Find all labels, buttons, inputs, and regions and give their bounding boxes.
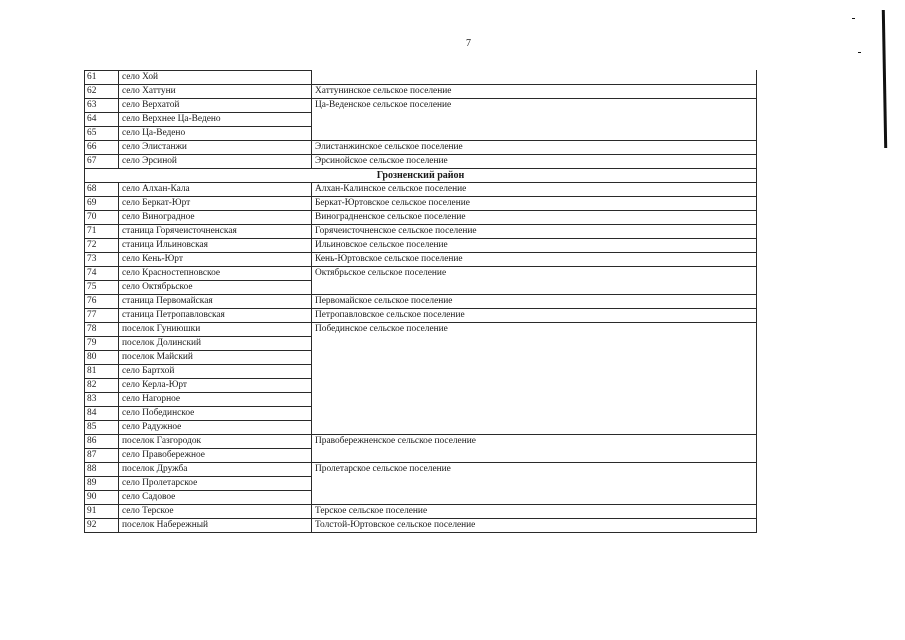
municipality-name: Пролетарское сельское поселение: [312, 463, 757, 477]
row-number: 79: [85, 337, 119, 351]
settlement-name: село Радужное: [119, 421, 312, 435]
row-number: 61: [85, 71, 119, 85]
settlement-name: село Ца-Ведено: [119, 127, 312, 141]
row-number: 63: [85, 99, 119, 113]
settlement-name: село Октябрьское: [119, 281, 312, 295]
row-number: 77: [85, 309, 119, 323]
table-row: [85, 183, 757, 197]
row-number: 64: [85, 113, 119, 127]
municipality-name: [312, 71, 757, 85]
municipality-name: Октябрьское сельское поселение: [312, 267, 757, 281]
page-number: 7: [466, 38, 471, 49]
settlement-name: село Эрсиной: [119, 155, 312, 169]
scan-edge-line: [882, 10, 887, 148]
row-number: 68: [85, 183, 119, 197]
table-row: [85, 477, 757, 491]
settlement-name: село Пролетарское: [119, 477, 312, 491]
table-row: [85, 407, 757, 421]
settlement-name: село Садовое: [119, 491, 312, 505]
municipality-name: [312, 449, 757, 463]
municipality-name: Эрсинойское сельское поселение: [312, 155, 757, 169]
district-header-row: [85, 169, 757, 183]
row-number: 62: [85, 85, 119, 99]
settlement-name: село Беркат-Юрт: [119, 197, 312, 211]
row-number: 76: [85, 295, 119, 309]
municipality-name: Виноградненское сельское поселение: [312, 211, 757, 225]
municipality-name: [312, 281, 757, 295]
row-number: 90: [85, 491, 119, 505]
row-number: 84: [85, 407, 119, 421]
municipality-name: [312, 351, 757, 365]
settlement-name: село Хой: [119, 71, 312, 85]
municipality-name: [312, 365, 757, 379]
row-number: 86: [85, 435, 119, 449]
settlement-name: село Керла-Юрт: [119, 379, 312, 393]
settlement-name: село Алхан-Кала: [119, 183, 312, 197]
table-row: [85, 239, 757, 253]
row-number: 67: [85, 155, 119, 169]
table-row: [85, 309, 757, 323]
settlement-name: село Терское: [119, 505, 312, 519]
municipality-name: Хаттунинское сельское поселение: [312, 85, 757, 99]
table-row: [85, 519, 757, 533]
settlement-name: село Бартхой: [119, 365, 312, 379]
row-number: 83: [85, 393, 119, 407]
municipality-name: [312, 407, 757, 421]
settlement-name: поселок Дружба: [119, 463, 312, 477]
table-row: [85, 505, 757, 519]
scan-speck: [852, 18, 855, 19]
municipality-name: Элистанжинское сельское поселение: [312, 141, 757, 155]
row-number: 69: [85, 197, 119, 211]
row-number: 82: [85, 379, 119, 393]
settlement-name: поселок Гуниюшки: [119, 323, 312, 337]
municipality-name: [312, 477, 757, 491]
table-row: [85, 435, 757, 449]
settlement-name: село Правобережное: [119, 449, 312, 463]
table-row: [85, 99, 757, 113]
municipality-name: [312, 113, 757, 127]
municipality-name: Толстой-Юртовское сельское поселение: [312, 519, 757, 533]
municipality-name: Горячеисточненское сельское поселение: [312, 225, 757, 239]
row-number: 87: [85, 449, 119, 463]
table-row: [85, 379, 757, 393]
municipality-name: [312, 421, 757, 435]
table-row: [85, 491, 757, 505]
municipality-name: Беркат-Юртовское сельское поселение: [312, 197, 757, 211]
table-row: [85, 197, 757, 211]
table-row: [85, 85, 757, 99]
settlement-name: поселок Долинский: [119, 337, 312, 351]
row-number: 85: [85, 421, 119, 435]
row-number: 71: [85, 225, 119, 239]
municipality-name: Алхан-Калинское сельское поселение: [312, 183, 757, 197]
settlement-name: поселок Газгородок: [119, 435, 312, 449]
settlement-name: станица Ильиновская: [119, 239, 312, 253]
row-number: 66: [85, 141, 119, 155]
row-number: 81: [85, 365, 119, 379]
row-number: 75: [85, 281, 119, 295]
row-number: 78: [85, 323, 119, 337]
row-number: 65: [85, 127, 119, 141]
settlement-name: станица Первомайская: [119, 295, 312, 309]
municipality-name: Ильиновское сельское поселение: [312, 239, 757, 253]
settlement-name: станица Петропавловская: [119, 309, 312, 323]
settlement-name: село Элистанжи: [119, 141, 312, 155]
table-row: [85, 211, 757, 225]
table-row: [85, 365, 757, 379]
settlement-name: село Виноградное: [119, 211, 312, 225]
municipality-name: [312, 337, 757, 351]
settlement-name: село Красностепновское: [119, 267, 312, 281]
settlement-name: село Верхатой: [119, 99, 312, 113]
row-number: 73: [85, 253, 119, 267]
table-row: [85, 225, 757, 239]
settlements-table-body: [85, 71, 757, 533]
settlement-name: село Хаттуни: [119, 85, 312, 99]
row-number: 91: [85, 505, 119, 519]
municipality-name: Побединское сельское поселение: [312, 323, 757, 337]
table-row: [85, 253, 757, 267]
row-number: 92: [85, 519, 119, 533]
table-row: [85, 71, 757, 85]
municipality-name: [312, 393, 757, 407]
table-row: [85, 155, 757, 169]
table-row: [85, 337, 757, 351]
row-number: 89: [85, 477, 119, 491]
table-row: [85, 351, 757, 365]
municipality-name: Петропавловское сельское поселение: [312, 309, 757, 323]
municipality-name: Ца-Веденское сельское поселение: [312, 99, 757, 113]
settlement-name: станица Горячеисточненская: [119, 225, 312, 239]
table-row: [85, 421, 757, 435]
row-number: 72: [85, 239, 119, 253]
row-number: 88: [85, 463, 119, 477]
scan-speck: [858, 52, 861, 53]
table-row: [85, 281, 757, 295]
district-name: Грозненский район: [85, 169, 757, 183]
table-row: [85, 463, 757, 477]
municipality-name: [312, 491, 757, 505]
settlement-name: село Кень-Юрт: [119, 253, 312, 267]
row-number: 70: [85, 211, 119, 225]
settlements-table: [84, 70, 757, 533]
table-row: [85, 127, 757, 141]
settlement-name: село Побединское: [119, 407, 312, 421]
municipality-name: [312, 127, 757, 141]
table-row: [85, 267, 757, 281]
table-row: [85, 393, 757, 407]
municipality-name: Правобережненское сельское поселение: [312, 435, 757, 449]
row-number: 74: [85, 267, 119, 281]
table-row: [85, 449, 757, 463]
settlement-name: село Верхнее Ца-Ведено: [119, 113, 312, 127]
table-row: [85, 113, 757, 127]
table-row: [85, 295, 757, 309]
table-row: [85, 323, 757, 337]
municipality-name: [312, 379, 757, 393]
settlement-name: поселок Набережный: [119, 519, 312, 533]
settlement-name: село Нагорное: [119, 393, 312, 407]
row-number: 80: [85, 351, 119, 365]
table-row: [85, 141, 757, 155]
municipality-name: Терское сельское поселение: [312, 505, 757, 519]
municipality-name: Первомайское сельское поселение: [312, 295, 757, 309]
municipality-name: Кень-Юртовское сельское поселение: [312, 253, 757, 267]
settlement-name: поселок Майский: [119, 351, 312, 365]
